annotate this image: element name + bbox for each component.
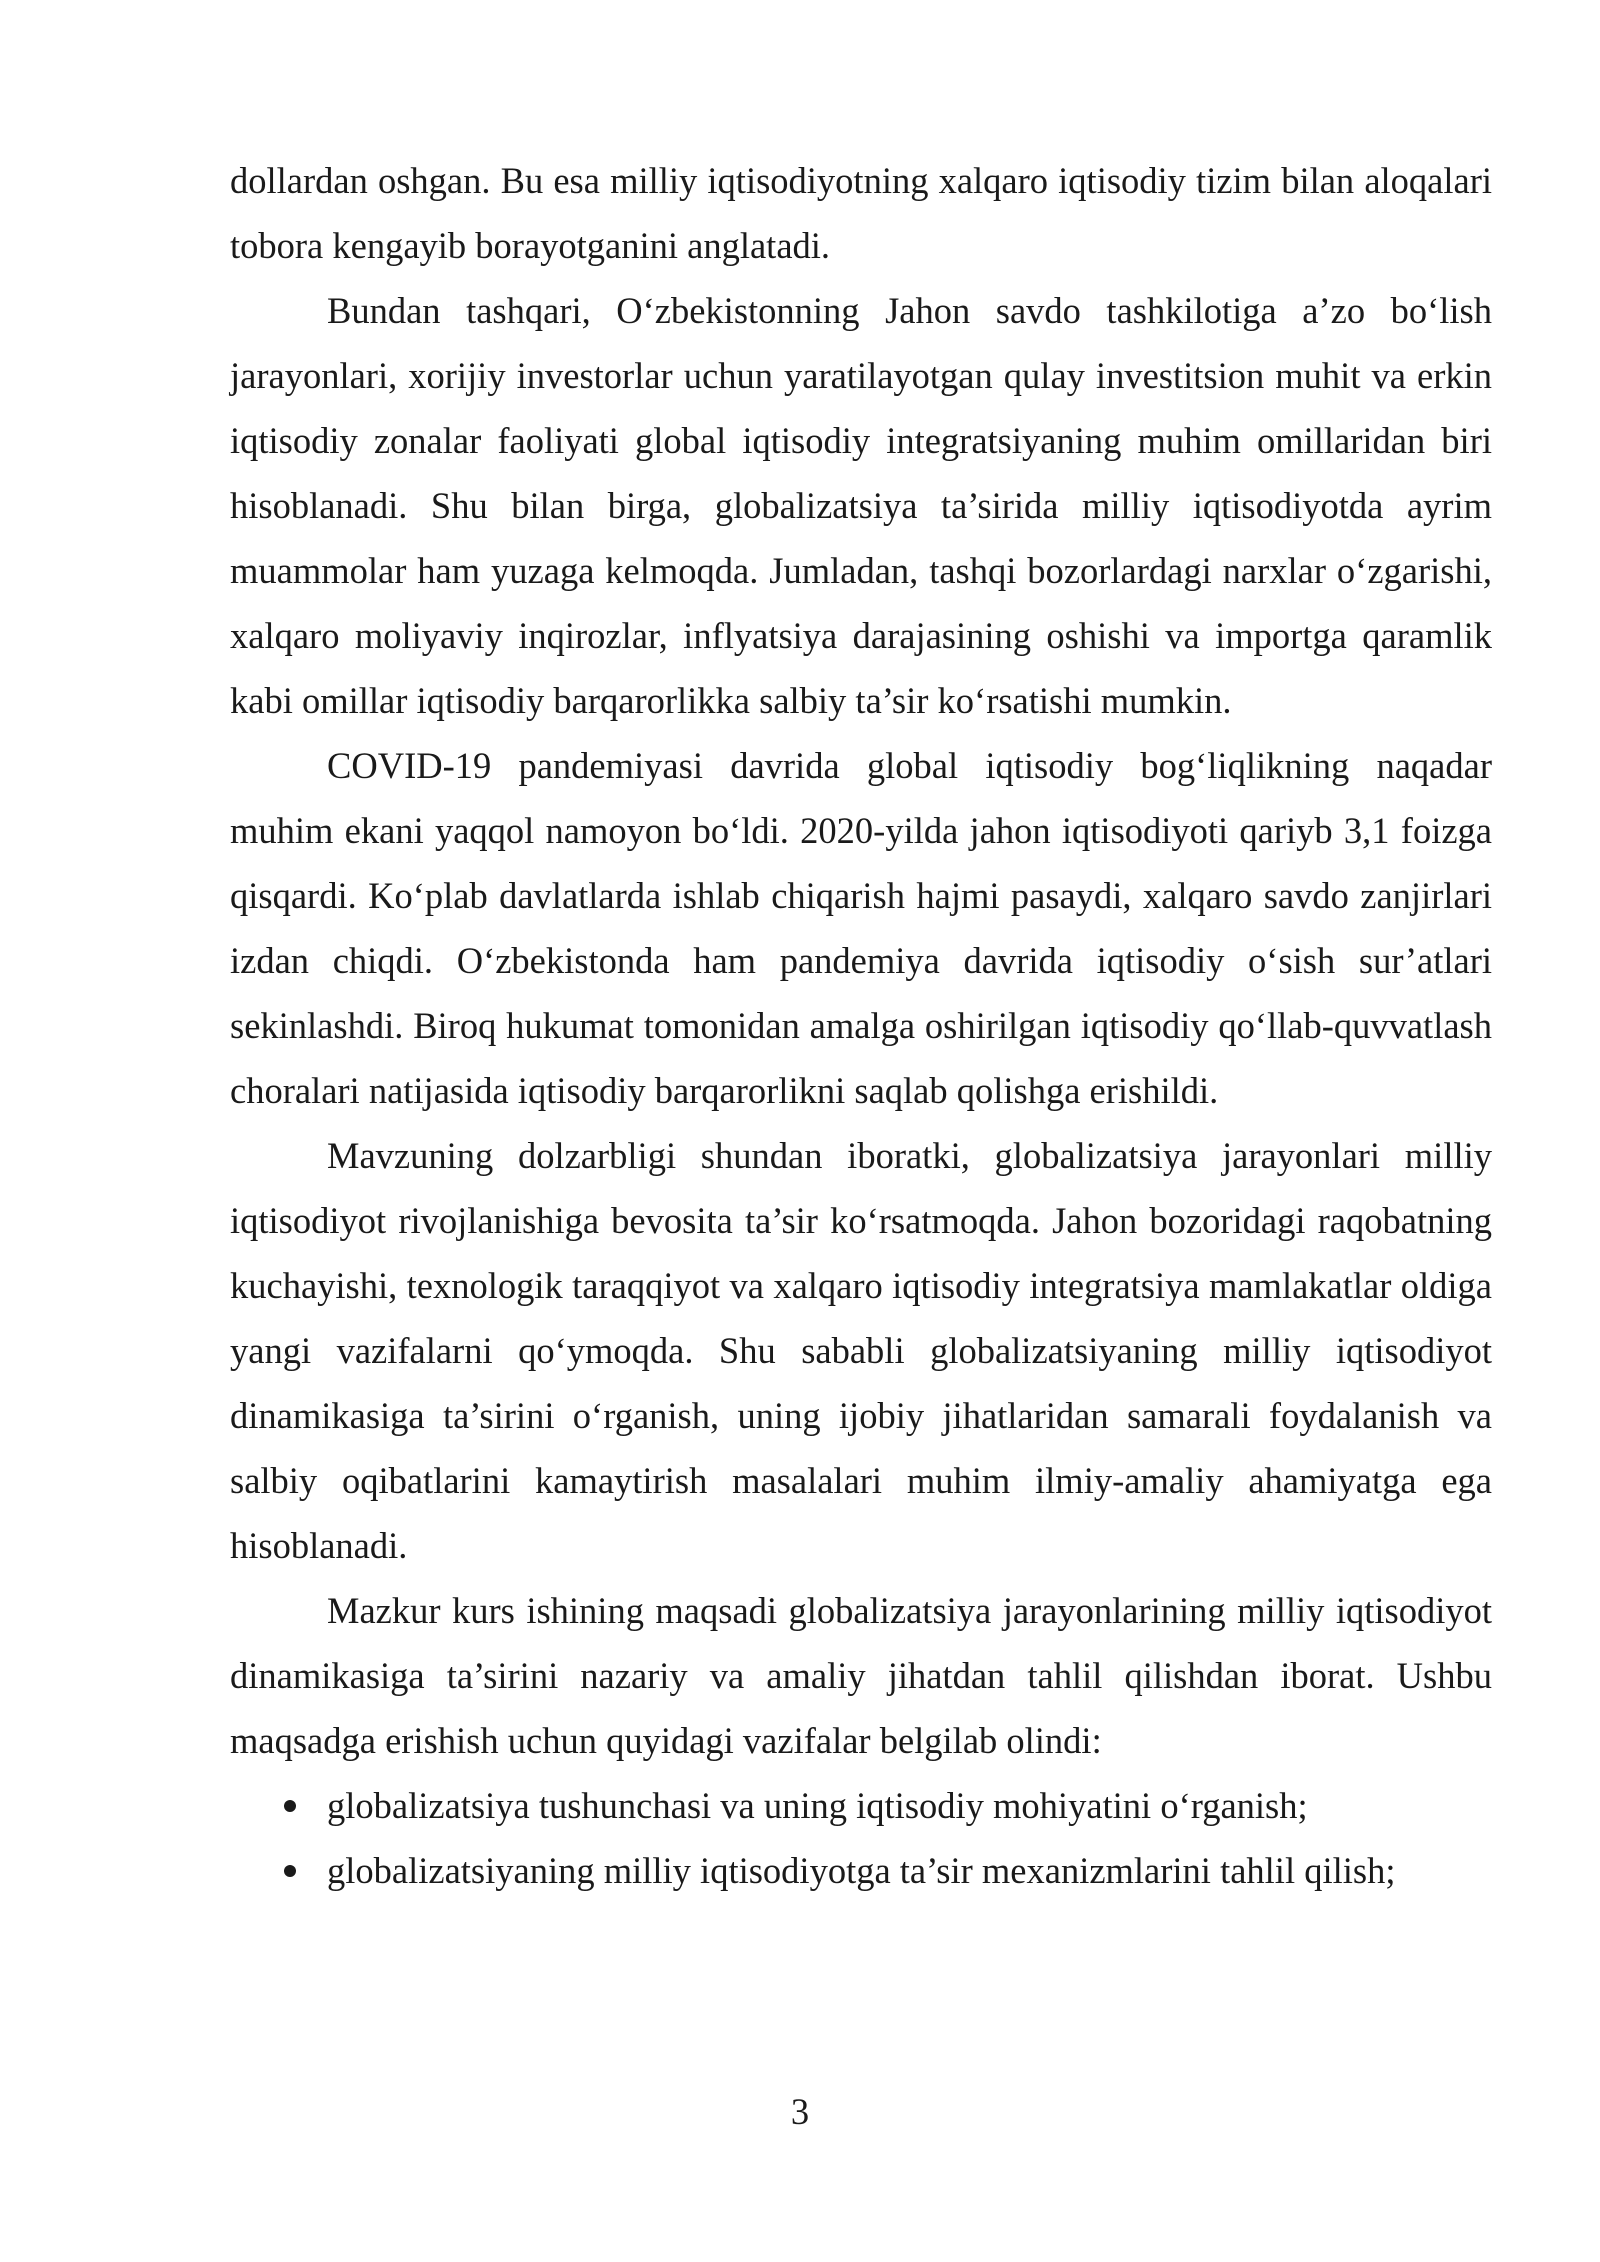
bullet-icon: [284, 1865, 296, 1877]
page-number: 3: [790, 2091, 810, 2132]
list-item-text: globalizatsiya tushunchasi va uning iqtisodiy mohiyatini o‘rganish;: [327, 1785, 1308, 1826]
list-item: [230, 1838, 1492, 1903]
paragraph-2: Bundan tashqari, O‘zbekistonning Jahon savdo tashkilotiga a’zo bo‘lish jarayonlari, xorijiy investorlar uchun yaratilayotgan qulay investitsion muhit va erkin iqtisodiy zonalar faoliyati global iqtisodiy integratsiyaning muhim omillaridan biri hisoblanadi. Shu bilan birga, globalizatsiya ta’sirida milliy iqtisodiyotda ayrim muammolar ham yuzaga kelmoqda. Jumladan, tashqi bozorlardagi narxlar o‘zgarishi, xalqaro moliyaviy inqirozlar, inflyatsiya darajasining oshishi va importga qaramlik kabi omillar iqtisodiy barqarorlikka salbiy ta’sir ko‘rsatishi mumkin.: [230, 290, 1492, 721]
list-item-text: globalizatsiyaning milliy iqtisodiyotga ta’sir mexanizmlarini tahlil qilish;: [327, 1850, 1396, 1891]
list-item: [230, 1773, 1492, 1838]
paragraph-4: Mavzuning dolzarbligi shundan iboratki, globalizatsiya jarayonlari milliy iqtisodiyot rivojlanishiga bevosita ta’sir ko‘rsatmoqda. Jahon bozoridagi raqobatning kuchayishi, texnologik taraqqiyot va xalqaro iqtisodiy integratsiya mamlakatlar oldiga yangi vazifalarni qo‘ymoqda. Shu sababli globalizatsiyaning milliy iqtisodiyot dinamikasiga ta’sirini o‘rganish, uning ijobiy jihatlaridan samarali foydalanish va salbiy oqibatlarini kamaytirish masalalari muhim ilmiy-amaliy ahamiyatga ega hisoblanadi.: [230, 1135, 1492, 1566]
document-page: [230, 148, 1492, 1903]
task-list: [230, 1773, 1492, 1903]
paragraph-3: COVID-19 pandemiyasi davrida global iqtisodiy bog‘liqlikning naqadar muhim ekani yaqqol namoyon bo‘ldi. 2020-yilda jahon iqtisodiyoti qariyb 3,1 foizga qisqardi. Ko‘plab davlatlarda ishlab chiqarish hajmi pasaydi, xalqaro savdo zanjirlari izdan chiqdi. O‘zbekistonda ham pandemiya davrida iqtisodiy o‘sish sur’atlari sekinlashdi. Biroq hukumat tomonidan amalga oshirilgan iqtisodiy qo‘llab-quvvatlash choralari natijasida iqtisodiy barqarorlikni saqlab qolishga erishildi.: [230, 745, 1492, 1111]
paragraph-5: Mazkur kurs ishining maqsadi globalizatsiya jarayonlarining milliy iqtisodiyot dinamikasiga ta’sirini nazariy va amaliy jihatdan tahlil qilishdan iborat. Ushbu maqsadga erishish uchun quyidagi vazifalar belgilab olindi:: [230, 1590, 1492, 1761]
bullet-icon: [284, 1800, 296, 1812]
paragraph-1: dollardan oshgan. Bu esa milliy iqtisodiyotning xalqaro iqtisodiy tizim bilan aloqalari tobora kengayib borayotganini anglatadi.: [230, 160, 1492, 266]
